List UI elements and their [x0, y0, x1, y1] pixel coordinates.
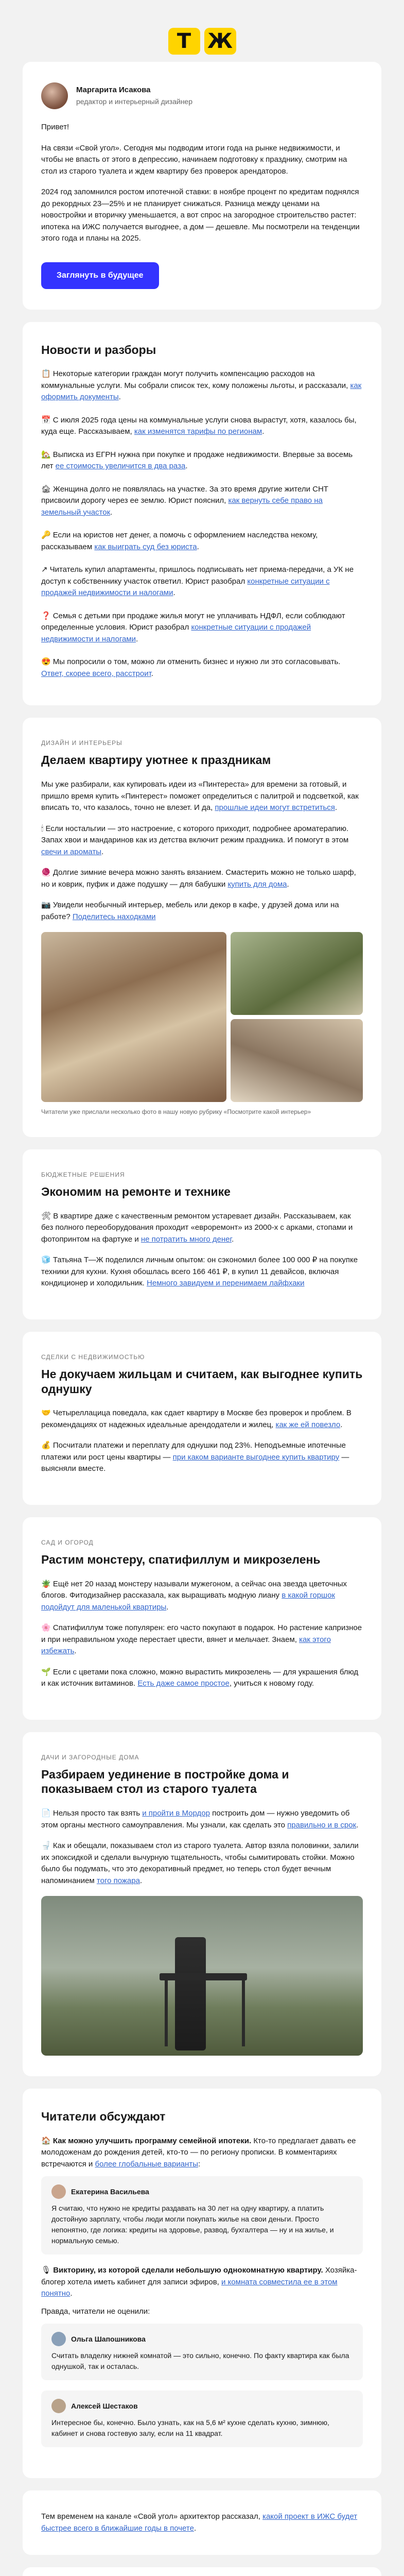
paragraph: 🛠 В квартире даже с качественным ремонтом устаревает дизайн. Рассказываем, как без полного переоборудования проходит «евроремонт» из 2000-х с арками, стопами и фотопринтом на фартуке и не потратить много денег.	[41, 1211, 353, 1244]
section-heading: Растим монстеру, спатифиллум и микрозелень	[41, 1552, 321, 1566]
commenter-name: Алексей Шестаков	[71, 2401, 138, 2410]
course-card	[23, 2567, 381, 2576]
yarn-icon: 🧶	[41, 868, 53, 877]
logo-header	[0, 21, 404, 62]
table-photo[interactable]	[41, 1896, 363, 2056]
document-icon: 📄	[41, 1809, 53, 1818]
rent-card	[23, 1332, 381, 1505]
commenter-avatar	[51, 2399, 66, 2413]
microphone-icon: 🎙	[41, 2266, 54, 2275]
article-link[interactable]: более глобальные варианты	[95, 2159, 198, 2168]
arrow-icon: ↗	[41, 565, 48, 574]
clipboard-icon: 📋	[41, 369, 51, 379]
news-item: ↗ Читатель купил апартаменты, пришлось подписывать нет приема-передачи, а УК не доступ к собственнику участок ответил. Юрист разобрал конкретные ситуации с продажей недвижимости и налогами.	[41, 565, 354, 598]
news-link[interactable]: как вернуть себе право на земельный участок	[41, 496, 323, 517]
comment-text: Считать владелку нижней комнатой — это сильно, конечно. По факту квартира как была однушкой, так и осталась.	[51, 2351, 349, 2371]
house-icon: 🏡	[41, 450, 51, 459]
commenter-avatar	[51, 2184, 66, 2199]
interior-card	[23, 718, 381, 1137]
reader-comment	[41, 2176, 363, 2255]
intro-paragraph-1: На связи «Свой угол». Сегодня мы подводим итоги года на рынке недвижимости, и чтобы не впасть от этого в депрессию, начинаем подготовку к празднику, смотрим на стол из старого туалета и ждем квартиру без проверок арендаторов.	[41, 143, 347, 176]
paragraph: 🕯 Если ностальгии — это настроение, с которого приходит, подробнее ароматерапию. Запах хвои и мандаринов как из детства включит режим праздника. И помогут в этом свечи и ароматы.	[41, 824, 349, 856]
logo-letter-t: Т	[168, 28, 200, 55]
interior-photo-main	[41, 932, 226, 1102]
logo-letter-zh: Ж	[204, 28, 236, 55]
section-overline: СДЕЛКИ С НЕДВИЖИМОСТЬЮ	[41, 1353, 145, 1361]
section-heading: Разбираем уединение в постройке дома и показываем стол из старого туалета	[41, 1767, 289, 1796]
author-role: редактор и интерьерный дизайнер	[76, 97, 192, 106]
intro-card	[23, 62, 381, 310]
house-icon: 🏠	[41, 2136, 53, 2145]
tools-icon: 🛠	[41, 1211, 54, 1221]
author-block	[41, 82, 363, 109]
camera-icon: 📷	[41, 901, 53, 909]
news-item: 📋 Некоторые категории граждан могут получить компенсацию расходов на коммунальные услуги. Мы собрали список тех, кому положены льготы, и рассказали, как оформить документы.	[41, 369, 362, 402]
interior-photo-bottom	[231, 1019, 363, 1102]
comment-text: Я считаю, что нужно не кредиты раздавать на 30 лет на одну квартиру, а платить достойную зарплату, чтобы люди могли покупать жилье на свои деньги. Просто непонятно, где логика: кредиты на здоровье, развод, бухгалтера — ну и на жилье, и нормальную семью.	[51, 2204, 334, 2245]
candle-icon: 🕯	[41, 824, 46, 833]
section-heading: Не докучаем жильцам и считаем, как выгоднее купить однушку	[41, 1367, 363, 1396]
paragraph: 🤝 Четыреллацица поведала, как сдает квартиру в Москве без проверок и проблем. В рекомендациях от надежных идеальные арендодатели и жилец, как же ей повезло.	[41, 1409, 352, 1429]
dacha-card	[23, 1732, 381, 2077]
article-link[interactable]: Немного завидуем и перенимаем лайфхаки	[147, 1279, 305, 1288]
section-overline: САД И ОГОРОД	[41, 1538, 94, 1546]
article-link[interactable]: как же ей повезло	[275, 1420, 341, 1429]
article-link[interactable]: в какой горшок подойдут для маленькой квартиры	[41, 1591, 335, 1612]
commenter-name: Екатерина Васильева	[71, 2187, 149, 2196]
intro-paragraph-2: 2024 год запомнился ростом ипотечной ставки: в ноябре процент по кредитам поднялся до рекордных 23—25% и не планирует снижаться. Разница между ценами на новостройки и вторичку уменьшается, а вот спрос на загородное строительство растет: ипотека на ИЖС получается выгоднее, а дом — дешевле. Мы посмотрели на тенденции этого года и планы на 2025.	[41, 188, 360, 243]
article-link[interactable]: прошлые идеи могут встретиться	[215, 803, 335, 812]
news-link[interactable]: как изменятся тарифы по регионам	[134, 427, 262, 436]
paragraph: 💰 Посчитали платежи и переплату для однушки под 23%. Неподъемные ипотечные платежи или рост цены квартиры — при каком варианте выгоднее купить квартиру — выясняли вместе.	[41, 1441, 349, 1473]
channel-link[interactable]: какой проект в ИЖС будет быстрее всего в ближайшие годы в почете	[41, 2512, 358, 2533]
news-link[interactable]: как выиграть суд без юриста	[94, 542, 197, 551]
paragraph: Тем временем на канале «Свой угол» архитектор рассказал, какой проект в ИЖС будет быстрее всего в ближайшие годы в почете.	[41, 2512, 358, 2533]
paragraph: 🧊 Татьяна Т—Ж поделился личным опытом: он сэкономил более 100 000 ₽ на покупке техники для кухни. Кухня обошлась всего 166 461 ₽, в купил 11 девайсов, включая кондиционер и холодильник. Немного завидуем и перенимаем лайфхаки	[41, 1256, 358, 1288]
article-link[interactable]: при каком варианте выгоднее купить квартиру	[172, 1452, 340, 1462]
article-link[interactable]: купить для дома	[227, 879, 287, 889]
commenter-name: Ольга Шапошникова	[71, 2334, 146, 2343]
news-card	[23, 322, 381, 706]
question-icon: ❓	[41, 611, 51, 620]
news-link[interactable]: конкретные ситуации с продажей недвижимости и налогами	[41, 577, 330, 598]
section-overline: ДАЧИ И ЗАГОРОДНЫЕ ДОМА	[41, 1753, 139, 1761]
news-item: 🔑 Если на юристов нет денег, а помочь с оформлением наследства некому, рассказываем как выиграть суд без юриста.	[41, 531, 318, 551]
section-heading: Читатели обсуждают	[41, 2110, 166, 2123]
photo-caption: Читатели уже прислали несколько фото в нашу новую рубрику «Посмотрите какой интерьер»	[41, 1108, 311, 1115]
commenter-avatar	[51, 2332, 66, 2346]
article-link[interactable]: того пожара	[96, 1876, 140, 1885]
garden-card	[23, 1517, 381, 1720]
section-heading: Делаем квартиру уютнее к праздникам	[41, 753, 271, 767]
news-heading: Новости и разборы	[41, 343, 156, 357]
greeting: Привет!	[41, 123, 69, 131]
article-link[interactable]: свечи и ароматы	[41, 847, 102, 856]
section-overline: ДИЗАЙН И ИНТЕРЬЕРЫ	[41, 739, 122, 747]
tzh-logo[interactable]	[168, 28, 236, 55]
news-item: 🏚 Женщина долго не появлялась на участке. За это время другие жители СНТ присвоили дорогу через ее землю. Юрист пояснил, как вернуть себе право на земельный участок.	[41, 484, 328, 517]
paragraph: 🧶 Долгие зимние вечера можно занять вязанием. Смастерить можно не только шарф, но и коврик, пуфик и даже подушку — для бабушки купить для дома.	[41, 868, 356, 889]
paragraph: 🌱 Если с цветами пока сложно, можно вырастить микрозелень — для украшения блюд и как источник витаминов. Есть даже самое простое, учиться к новому году.	[41, 1667, 359, 1688]
comment-text: Интересное бы, конечно. Было узнать, как на 5,6 м² кухне сделать кухню, зимнюю, кабинет и снова гостевую залу, если на 11 квадрат.	[51, 2418, 329, 2438]
paragraph: 🎙 Викторину, из которой сделали небольшую однокомнатную квартиру. Хозяйка-блогер хотела иметь кабинет для записи эфиров, и комната совместила ее в этом понятно.	[41, 2266, 357, 2298]
paragraph: Правда, читатели не оценили:	[41, 2307, 150, 2316]
news-link[interactable]: как оформить документы	[41, 381, 362, 402]
flower-icon: 🌸	[41, 1623, 53, 1632]
heart-eyes-icon: 😍	[41, 657, 51, 667]
paragraph: 🌸 Спатифиллум тоже популярен: его часто покупают в подарок. Но растение капризное и при неправильном уходе перестает цвести, вянет и мельчает. Знаем, как этого избежать.	[41, 1623, 362, 1655]
fridge-icon: 🧊	[41, 1256, 53, 1265]
paragraph: 🚽 Как и обещали, показываем стол из старого туалета. Автор взяла половинки, залили их эпоксидкой и сделали вычурную тщательность, чтобы сымитировать стойки. Можно было бы подумать, что это декоративный предмет, но теперь стол будет вечным напоминанием того пожара.	[41, 1841, 359, 1885]
article-link[interactable]: Есть даже самое простое	[137, 1679, 230, 1688]
news-link[interactable]: Ответ, скорее всего, расстроит	[41, 669, 151, 678]
article-link[interactable]: как этого избежать	[41, 1635, 331, 1655]
section-heading: Экономим на ремонте и технике	[41, 1185, 231, 1198]
paragraph: Мы уже разбирали, как купировать идеи из «Пинтереста» для времени за готовый, и пришло время купить «Пинтерест» поможет определиться с палитрой и подсветкой, как вписать то, что казалось, точно не влезет. И да, прошлые идеи могут встретиться.	[41, 780, 359, 812]
calendar-icon: 📅	[41, 415, 51, 425]
paragraph: 📄 Нельзя просто так взять и пройти в Мордор построить дом — нужно уведомить об этом органы местного самоуправления. Мы узнали, как сделать это правильно и в срок.	[41, 1809, 359, 1829]
paragraph: 🏠 Как можно улучшить программу семейной ипотеки. Кто-то предлагает давать ее молодоженам до рождения детей, кто-то — по региону прописки. В комментариях встречаются и более глобальные варианты:	[41, 2136, 356, 2168]
interior-photo-top	[231, 932, 363, 1015]
news-link[interactable]: конкретные ситуации с продажей недвижимости и налогами	[41, 623, 311, 643]
author-name: Маргарита Исакова	[76, 86, 151, 95]
channel-card	[23, 2490, 381, 2555]
interior-photo-collage[interactable]	[41, 932, 363, 1102]
section-overline: БЮДЖЕТНЫЕ РЕШЕНИЯ	[41, 1171, 125, 1178]
article-link[interactable]: не потратить много денег	[140, 1234, 232, 1244]
news-link[interactable]: ее стоимость увеличится в два раза	[55, 462, 186, 471]
news-item: 📅 С июля 2025 года цены на коммунальные услуги снова вырастут, хотя, казалось бы, куда еще. Рассказываем, как изменятся тарифы по регионам.	[41, 415, 357, 436]
sprout-icon: 🌱	[41, 1667, 53, 1676]
derelict-house-icon: 🏚	[41, 484, 51, 494]
handshake-icon: 🤝	[41, 1409, 53, 1418]
paragraph: 📷 Увидели необычный интерьер, мебель или декор в кафе, у друзей дома или на работе? Поделитесь находками	[41, 901, 339, 921]
budget-card	[23, 1149, 381, 1319]
news-item: 😍 Мы попросили о том, можно ли отменить бизнес и нужно ли это согласовывать. Ответ, скорее всего, расстроит.	[41, 657, 341, 678]
plant-icon: 🪴	[41, 1579, 53, 1588]
article-link[interactable]: правильно и в срок	[287, 1820, 357, 1829]
future-button[interactable]: Заглянуть в будущее	[41, 262, 159, 289]
paragraph: 🪴 Ещё нет 20 назад монстеру называли мужегоном, а сейчас она звезда цветочных блогов. Фитодизайнер рассказала, как выращивать модную лиану в какой горшок подойдут для маленькой квартиры.	[41, 1579, 347, 1612]
key-icon: 🔑	[41, 531, 51, 540]
reader-comment	[41, 2324, 363, 2380]
share-finds-link[interactable]: Поделитесь находками	[72, 912, 156, 921]
readers-card	[23, 2089, 381, 2478]
news-item: ❓ Семья с детьми при продаже жилья могут не уплачивать НДФЛ, если соблюдают определенные условия. Юрист разобрал конкретные ситуации с продажей недвижимости и налогами.	[41, 611, 345, 643]
news-item: 🏡 Выписка из ЕГРН нужна при покупке и продаже недвижимости. Впервые за восемь лет ее стоимость увеличится в два раза.	[41, 450, 353, 471]
article-link[interactable]: и пройти в Мордор	[142, 1809, 210, 1818]
money-icon: 💰	[41, 1441, 53, 1450]
article-link[interactable]: и комната совместила ее в этом понятно	[41, 2277, 338, 2298]
reader-comment	[41, 2391, 363, 2447]
toilet-icon: 🚽	[41, 1841, 53, 1850]
author-avatar	[41, 82, 68, 109]
